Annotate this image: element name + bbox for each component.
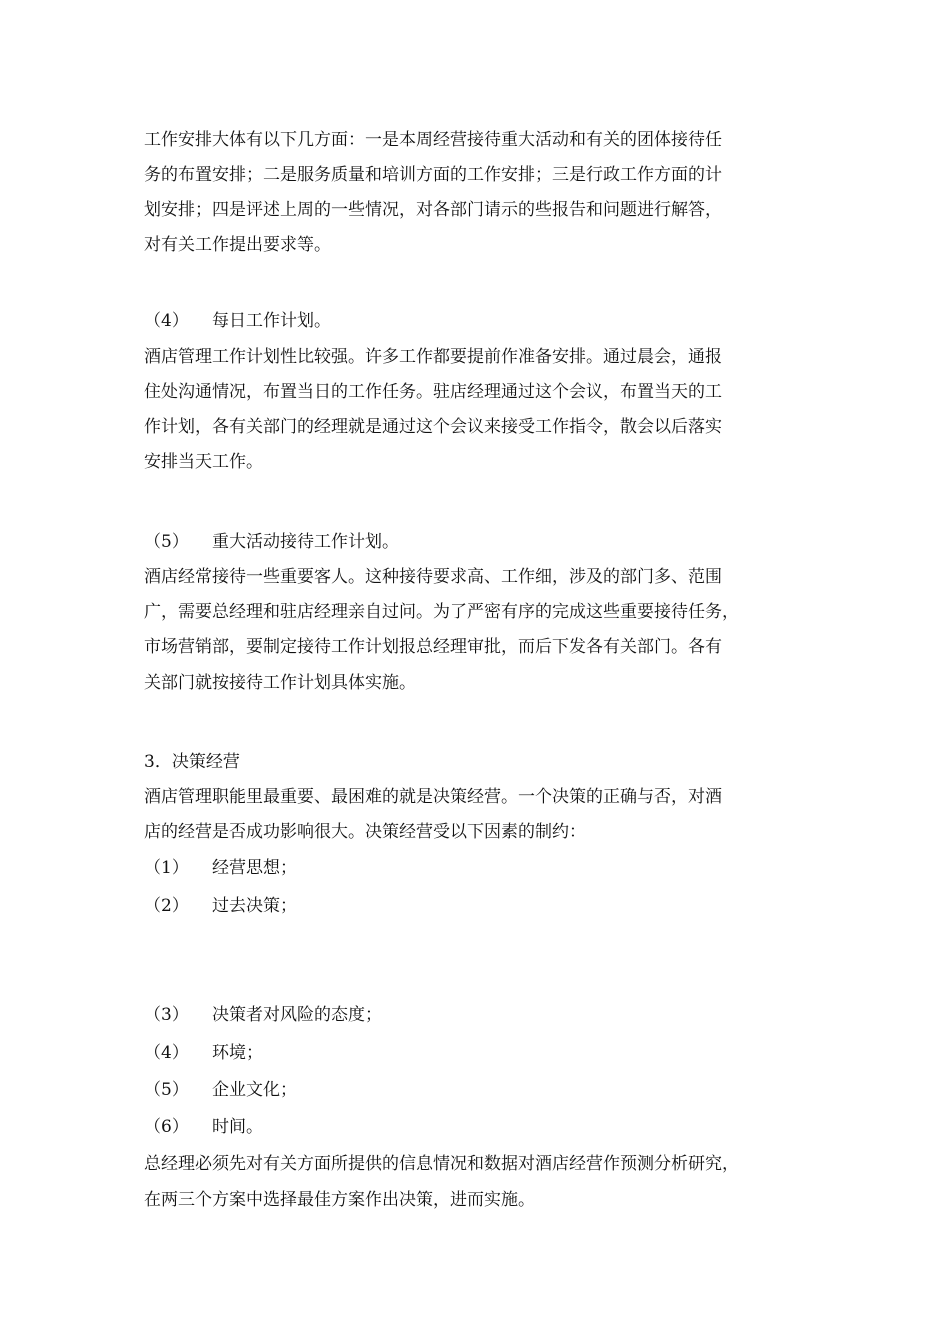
paragraph-line: 酒店经常接待一些重要客人。这种接待要求高、工作细，涉及的部门多、范围 (144, 567, 722, 587)
factor-item (144, 858, 297, 878)
factor-item (144, 1080, 297, 1100)
factor-number: （4） (144, 1043, 189, 1063)
paragraph-line: 酒店管理工作计划性比较强。许多工作都要提前作准备安排。通过晨会，通报 (144, 347, 722, 367)
factor-number: （6） (144, 1117, 189, 1137)
factor-text: 经营思想； (212, 858, 297, 878)
paragraph-line: 店的经营是否成功影响很大。决策经营受以下因素的制约： (144, 822, 586, 842)
paragraph-line: 关部门就按接待工作计划具体实施。 (144, 673, 416, 693)
factor-text: 过去决策； (212, 896, 297, 916)
paragraph-line: 划安排；四是评述上周的一些情况，对各部门请示的些报告和问题进行解答， (144, 200, 722, 220)
paragraph-line: 总经理必须先对有关方面所提供的信息情况和数据对酒店经营作预测分析研究， (144, 1154, 739, 1174)
factor-number: （5） (144, 1080, 189, 1100)
paragraph-line: 务的布置安排；二是服务质量和培训方面的工作安排；三是行政工作方面的计 (144, 165, 722, 185)
paragraph-line: 安排当天工作。 (144, 452, 263, 472)
paragraph-line: 住处沟通情况，布置当日的工作任务。驻店经理通过这个会议，布置当天的工 (144, 382, 722, 402)
factor-item (144, 1005, 382, 1025)
paragraph-line: 酒店管理职能里最重要、最困难的就是决策经营。一个决策的正确与否，对酒 (144, 787, 722, 807)
factor-item (144, 1117, 263, 1137)
section-title: 3．决策经营 (144, 752, 240, 772)
paragraph-line: 在两三个方案中选择最佳方案作出决策，进而实施。 (144, 1190, 535, 1210)
section-heading-5 (144, 532, 399, 552)
factor-number: （3） (144, 1005, 189, 1025)
factor-number: （1） (144, 858, 189, 878)
factor-text: 企业文化； (212, 1080, 297, 1100)
heading-text: 每日工作计划。 (212, 311, 331, 331)
factor-text: 决策者对风险的态度； (212, 1005, 382, 1025)
factor-item (144, 1043, 263, 1063)
factor-text: 时间。 (212, 1117, 263, 1137)
paragraph-line: 作计划，各有关部门的经理就是通过这个会议来接受工作指令，散会以后落实 (144, 417, 722, 437)
heading-number: （5） (144, 532, 189, 552)
factor-item (144, 896, 297, 916)
heading-number: （4） (144, 311, 189, 331)
paragraph-line: 工作安排大体有以下几方面：一是本周经营接待重大活动和有关的团体接待任 (144, 130, 722, 150)
paragraph-line: 市场营销部，要制定接待工作计划报总经理审批，而后下发各有关部门。各有 (144, 637, 722, 657)
paragraph-line: 对有关工作提出要求等。 (144, 235, 331, 255)
paragraph-line: 广，需要总经理和驻店经理亲自过问。为了严密有序的完成这些重要接待任务， (144, 602, 739, 622)
factor-text: 环境； (212, 1043, 263, 1063)
factor-number: （2） (144, 896, 189, 916)
section-heading-4 (144, 311, 331, 331)
heading-text: 重大活动接待工作计划。 (212, 532, 399, 552)
